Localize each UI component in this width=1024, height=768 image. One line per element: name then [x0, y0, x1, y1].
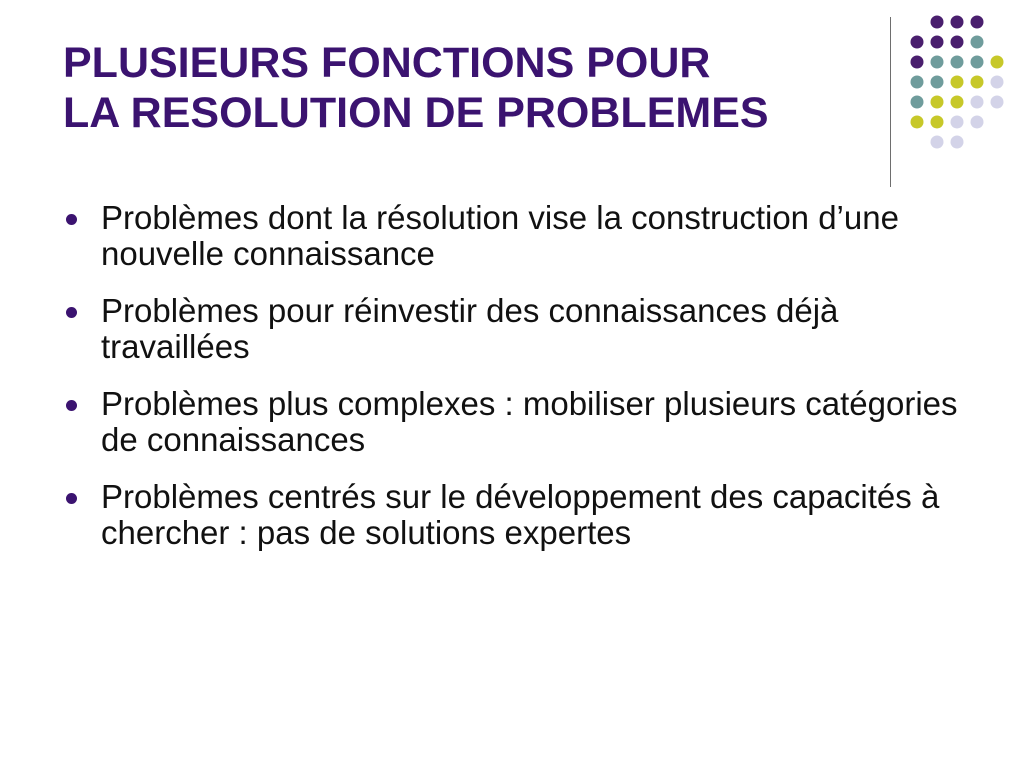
- bullet-item: [64, 386, 984, 458]
- decorative-dot: [971, 36, 984, 49]
- bullet-item: [64, 200, 984, 272]
- decorative-dot: [931, 116, 944, 129]
- decorative-dot: [931, 136, 944, 149]
- bullet-text: Problèmes dont la résolution vise la construction d’une nouvelle connaissance: [101, 199, 899, 272]
- bullet-item: [64, 293, 984, 365]
- decorative-dot: [951, 96, 964, 109]
- decorative-dot: [951, 116, 964, 129]
- bullet-text: Problèmes plus complexes : mobiliser plusieurs catégories de connaissances: [101, 385, 958, 458]
- decorative-dot: [971, 56, 984, 69]
- decorative-dot: [911, 96, 924, 109]
- decorative-dot: [931, 96, 944, 109]
- decorative-dot: [951, 36, 964, 49]
- decorative-dot: [971, 96, 984, 109]
- title-line-2: LA RESOLUTION DE PROBLEMES: [63, 89, 769, 137]
- decorative-dot: [931, 36, 944, 49]
- decorative-dot: [951, 16, 964, 29]
- vertical-divider: [890, 17, 891, 187]
- bullet-item: [64, 479, 984, 551]
- bullet-point-icon: [66, 493, 77, 504]
- decorative-dot: [991, 56, 1004, 69]
- title-line-1: PLUSIEURS FONCTIONS POUR: [63, 39, 711, 87]
- bullet-point-icon: [66, 214, 77, 225]
- decorative-dot: [911, 116, 924, 129]
- decorative-dot: [951, 76, 964, 89]
- decorative-dot: [911, 76, 924, 89]
- decorative-dot: [911, 36, 924, 49]
- slide-title: [63, 38, 883, 138]
- bullet-text: Problèmes pour réinvestir des connaissances déjà travaillées: [101, 292, 839, 365]
- decorative-dot: [951, 136, 964, 149]
- decorative-dot: [991, 76, 1004, 89]
- decorative-dot: [971, 116, 984, 129]
- decorative-dot: [931, 76, 944, 89]
- decorative-dot: [911, 56, 924, 69]
- bullet-point-icon: [66, 307, 77, 318]
- bullet-point-icon: [66, 400, 77, 411]
- decorative-dot: [991, 96, 1004, 109]
- decorative-dot: [931, 16, 944, 29]
- bullet-text: Problèmes centrés sur le développement des capacités à chercher : pas de solutions expertes: [101, 478, 940, 551]
- decorative-dot: [951, 56, 964, 69]
- decorative-dot: [931, 56, 944, 69]
- decorative-dot: [971, 16, 984, 29]
- decorative-dot: [971, 76, 984, 89]
- bullet-list: [64, 200, 984, 572]
